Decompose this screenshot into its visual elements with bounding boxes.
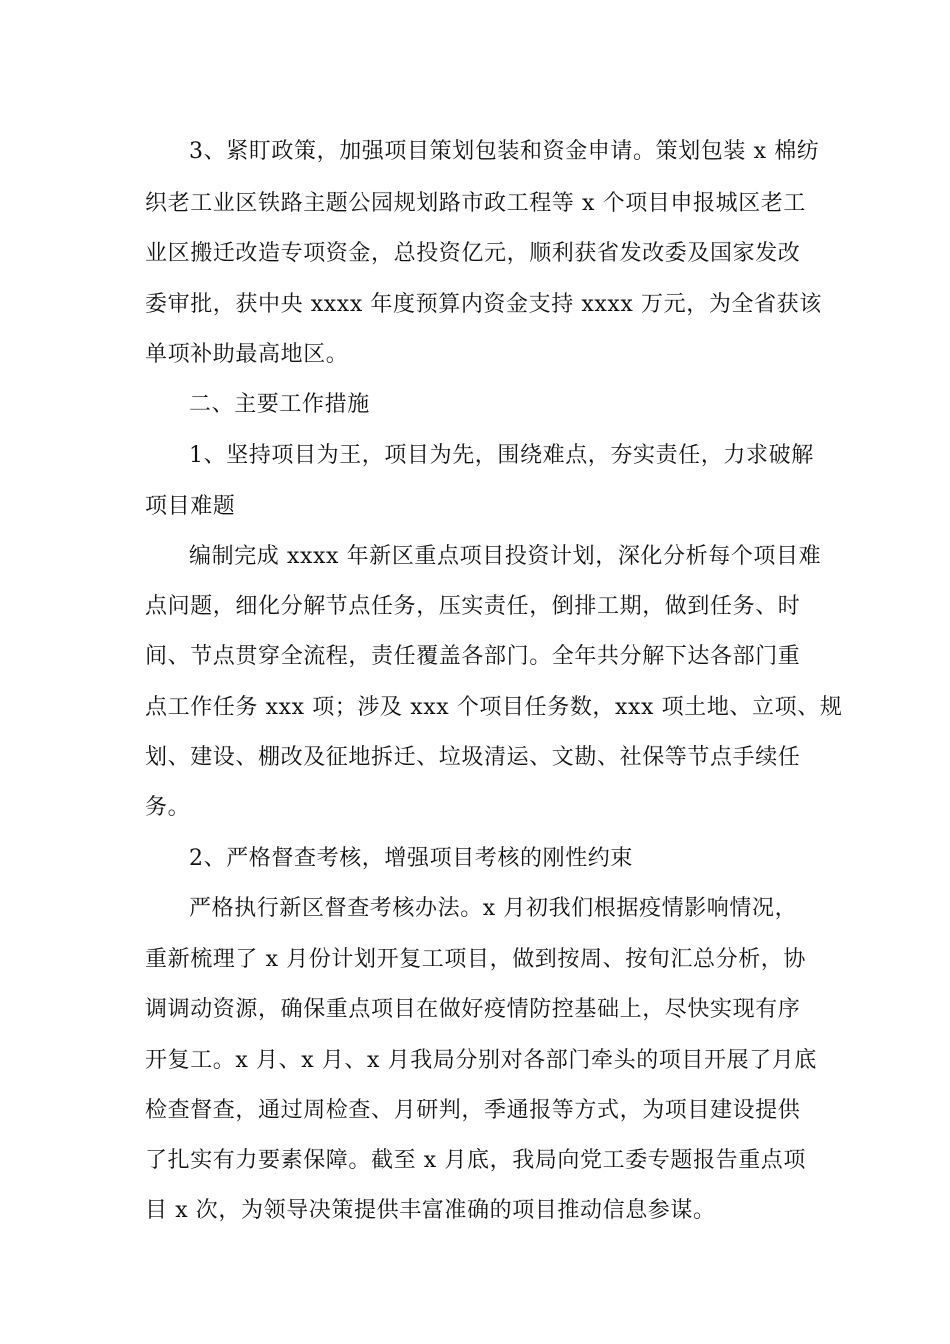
paragraph-line: 检查督查，通过周检查、月研判，季通报等方式，为项目建设提供: [145, 1098, 801, 1123]
paragraph-line: 点问题，细化分解节点任务，压实责任，倒排工期，做到任务、时: [145, 594, 801, 619]
paragraph-line: 严格执行新区督查考核办法。x 月初我们根据疫情影响情况，: [189, 896, 798, 921]
paragraph-line: 织老工业区铁路主题公园规划路市政工程等 x 个项目申报城区老工: [145, 191, 806, 216]
paragraph-line: 划、建设、棚改及征地拆迁、垃圾清运、文勘、社保等节点手续任: [145, 745, 801, 770]
paragraph-line: 开复工。x 月、x 月、x 月我局分别对各部门牵头的项目开展了月底: [145, 1048, 818, 1073]
paragraph-line: 单项补助最高地区。: [145, 342, 349, 367]
subsection-heading: 2、严格督查考核，增强项目考核的刚性约束: [189, 846, 633, 871]
paragraph-line: 了扎实有力要素保障。截至 x 月底，我局向党工委专题报告重点项: [145, 1148, 806, 1173]
paragraph-line: 目 x 次，为领导决策提供丰富准确的项目推动信息参谋。: [145, 1198, 716, 1223]
paragraph-line: 间、节点贯穿全流程，责任覆盖各部门。全年共分解下达各部门重: [145, 644, 801, 669]
paragraph-line: 务。: [145, 795, 191, 820]
paragraph-line: 业区搬迁改造专项资金，总投资亿元，顺利获省发改委及国家发改: [145, 241, 801, 266]
paragraph-line: 重新梳理了 x 月份计划开复工项目，做到按周、按旬汇总分析，协: [145, 947, 806, 972]
subsection-heading: 1、坚持项目为王，项目为先，围绕难点，夯实责任，力求破解: [189, 443, 814, 468]
subsection-heading: 项目难题: [145, 494, 236, 519]
paragraph-line: 调调动资源，确保重点项目在做好疫情防控基础上，尽快实现有序: [145, 997, 801, 1022]
paragraph-line: 点工作任务 xxx 项；涉及 xxx 个项目任务数，xxx 项土地、立项、规: [145, 695, 843, 720]
paragraph-line: 委审批，获中央 xxxx 年度预算内资金支持 xxxx 万元，为全省获该: [145, 292, 822, 317]
paragraph-line: 3、紧盯政策，加强项目策划包装和资金申请。策划包装 x 棉纺: [189, 139, 820, 164]
section-heading: 二、主要工作措施: [189, 392, 370, 417]
paragraph-line: 编制完成 xxxx 年新区重点项目投资计划，深化分析每个项目难: [189, 544, 822, 569]
